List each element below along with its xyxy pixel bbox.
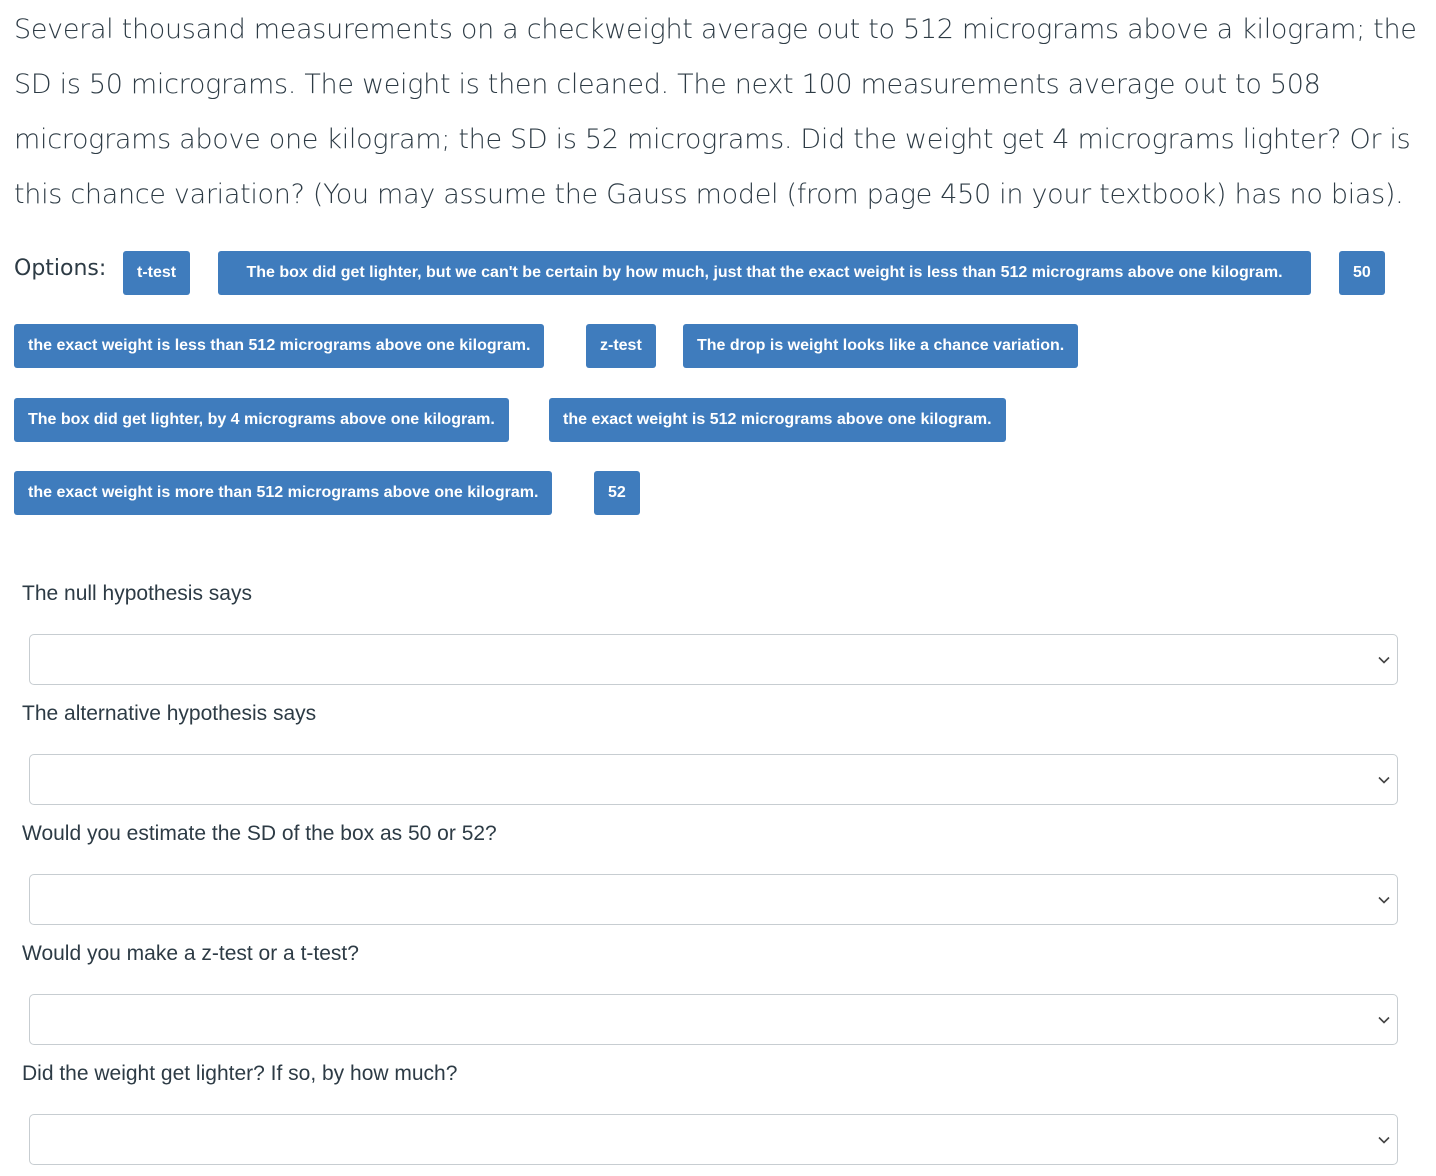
option-chip-lighter-uncertain[interactable]: The box did get lighter, but we can't be certain by how much, just that the exact weight is less than 512 micrograms above one kilogram.: [218, 251, 1311, 295]
alternative-hypothesis-label: The alternative hypothesis says: [22, 702, 317, 725]
weight-lighter-label: Did the weight get lighter? If so, by how much?: [22, 1062, 458, 1085]
question-prompt: Several thousand measurements on a checkweight average out to 512 micrograms above a kilogram; the SD is 50 micrograms. The weight is then cleaned. The next 100 measurements average out to 508 micrograms above one kilogram; the SD is 52 micrograms. Did the weight get 4 micrograms lighter? Or is this chance variation? (You may assume the Gauss model (from page 450 in your textbook) has no bias).: [14, 14, 1417, 210]
chevron-down-icon: [1377, 1013, 1391, 1027]
options-label: Options:: [14, 256, 107, 281]
option-chip-lighter-by-4[interactable]: The box did get lighter, by 4 micrograms above one kilogram.: [14, 398, 509, 442]
alternative-hypothesis-dropdown[interactable]: [29, 754, 1398, 805]
chevron-down-icon: [1377, 1133, 1391, 1147]
option-chip-less-than-512[interactable]: the exact weight is less than 512 micrograms above one kilogram.: [14, 324, 544, 368]
null-hypothesis-dropdown[interactable]: [29, 634, 1398, 685]
sd-estimate-dropdown[interactable]: [29, 874, 1398, 925]
option-chip-52[interactable]: 52: [594, 471, 640, 515]
test-type-dropdown[interactable]: [29, 994, 1398, 1045]
null-hypothesis-label: The null hypothesis says: [22, 582, 252, 605]
option-chip-t-test[interactable]: t-test: [123, 251, 190, 295]
option-chip-more-than-512[interactable]: the exact weight is more than 512 micrograms above one kilogram.: [14, 471, 552, 515]
option-chip-50[interactable]: 50: [1339, 251, 1385, 295]
weight-lighter-dropdown[interactable]: [29, 1114, 1398, 1165]
chevron-down-icon: [1377, 653, 1391, 667]
option-chip-chance-variation[interactable]: The drop is weight looks like a chance variation.: [683, 324, 1078, 368]
test-type-label: Would you make a z-test or a t-test?: [22, 942, 359, 965]
option-chip-exactly-512[interactable]: the exact weight is 512 micrograms above one kilogram.: [549, 398, 1006, 442]
sd-estimate-label: Would you estimate the SD of the box as 50 or 52?: [22, 822, 497, 845]
chevron-down-icon: [1377, 773, 1391, 787]
option-chip-z-test[interactable]: z-test: [586, 324, 656, 368]
chevron-down-icon: [1377, 893, 1391, 907]
